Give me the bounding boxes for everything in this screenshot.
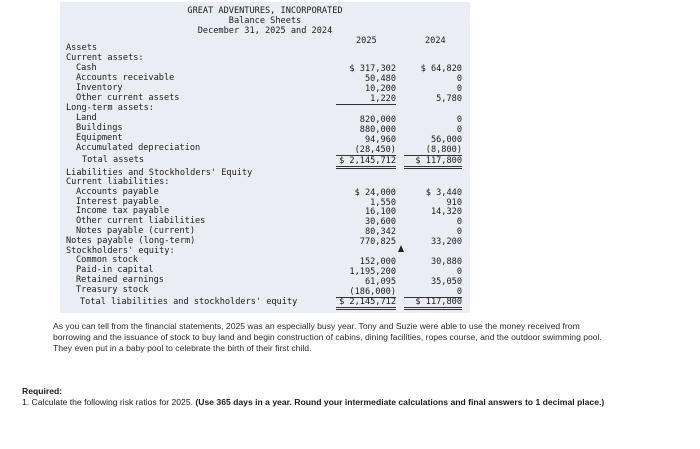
required-item xyxy=(22,397,672,408)
row-label: Interest payable xyxy=(76,197,159,207)
value-2024: 0 xyxy=(404,287,462,298)
value-2024: 30,880 xyxy=(430,257,462,267)
row-label: Retained earnings xyxy=(76,275,164,285)
row-label: Common stock xyxy=(76,255,139,265)
scenario-paragraph: As you can tell from the financial statements, 2025 was an especially busy year. Tony and Suzie were able to use the money received from borrowing and the issuance of stock to buy land and begin construction of cabins, dining facilities, ropes course, and the outdoor swimming pool. They even put in a baby pool to celebrate the birth of their first child. xyxy=(53,321,602,353)
value-2024: 0 xyxy=(456,125,462,135)
value-2024: 35,050 xyxy=(430,277,462,287)
year-2025-header: 2025 xyxy=(356,36,377,46)
value-2025: 152,000 xyxy=(359,257,396,267)
value-2025: 880,000 xyxy=(359,125,396,135)
row-label: Buildings xyxy=(76,123,123,133)
mouse-cursor-icon xyxy=(398,245,404,252)
value-2024: $ 64,820 xyxy=(420,64,462,74)
value-2025: 1,220 xyxy=(336,94,396,105)
row-label: Equipment xyxy=(76,133,123,143)
value-2025: 770,825 xyxy=(359,237,396,247)
statement-date: December 31, 2025 and 2024 xyxy=(197,26,333,36)
value-2024: $ 3,440 xyxy=(425,188,462,198)
value-2025: 1,195,200 xyxy=(349,267,396,277)
value-2025: $ 317,302 xyxy=(349,64,396,74)
required-item-text: 1. Calculate the following risk ratios for 2025. xyxy=(22,397,196,407)
total-liabilities-equity-label: Total liabilities and stockholders' equity xyxy=(80,297,298,307)
total-assets-2025: $ 2,145,712 xyxy=(336,156,396,169)
required-section xyxy=(22,386,672,408)
value-2025: 30,600 xyxy=(364,217,396,227)
value-2024: 910 xyxy=(446,198,462,208)
row-label: Cash xyxy=(76,63,97,73)
row-label: Other current liabilities xyxy=(76,216,206,226)
value-2024: (8,800) xyxy=(404,145,462,156)
row-label: Accounts payable xyxy=(76,187,159,197)
value-2025: (186,000) xyxy=(336,287,396,298)
value-2024: 0 xyxy=(456,227,462,237)
value-2025: 80,342 xyxy=(364,227,396,237)
row-label: Accumulated depreciation xyxy=(76,143,201,153)
value-2025: 16,100 xyxy=(364,207,396,217)
value-2025: 820,000 xyxy=(359,115,396,125)
row-label: Other current assets xyxy=(76,93,180,103)
statement-title: Balance Sheets xyxy=(228,16,302,26)
row-label: Income tax payable xyxy=(76,206,170,216)
row-label: Current liabilities: xyxy=(66,177,170,187)
total-assets-2024: $ 117,800 xyxy=(404,156,462,169)
value-2024: 0 xyxy=(456,115,462,125)
row-label: Treasury stock xyxy=(76,285,149,295)
required-heading: Required: xyxy=(22,386,63,396)
row-label: Land xyxy=(76,113,97,123)
row-label: Accounts receivable xyxy=(76,73,175,83)
row-label: Notes payable (long-term) xyxy=(66,236,196,246)
value-2025: $ 24,000 xyxy=(354,188,396,198)
value-2024: 0 xyxy=(456,267,462,277)
total-assets-label: Total assets xyxy=(82,155,145,165)
company-name: GREAT ADVENTURES, INCORPORATED xyxy=(187,6,343,16)
required-item-instructions: (Use 365 days in a year. Round your intermediate calculations and final answers to 1 decimal place.) xyxy=(195,397,605,407)
row-label: Liabilities and Stockholders' Equity xyxy=(66,168,253,178)
value-2025: 50,480 xyxy=(364,74,396,84)
value-2025: (28,450) xyxy=(336,145,396,156)
value-2025: 61,095 xyxy=(364,277,396,287)
row-label: Current assets: xyxy=(66,53,144,63)
row-label: Assets xyxy=(66,43,98,53)
value-2025: 1,550 xyxy=(370,198,396,208)
year-2024-header: 2024 xyxy=(425,36,446,46)
value-2024: 5,780 xyxy=(436,94,462,104)
total-liabilities-equity-2025: $ 2,145,712 xyxy=(336,297,396,310)
value-2024: 14,320 xyxy=(430,207,462,217)
row-label: Inventory xyxy=(76,83,123,93)
value-2024: 56,000 xyxy=(430,135,462,145)
value-2024: 0 xyxy=(456,74,462,84)
row-label: Notes payable (current) xyxy=(76,226,195,236)
row-label: Stockholders' equity: xyxy=(66,246,175,256)
value-2024: 0 xyxy=(456,217,462,227)
value-2025: 10,200 xyxy=(364,84,396,94)
row-label: Paid-in capital xyxy=(76,265,154,275)
value-2024: 33,200 xyxy=(430,237,462,247)
value-2025: 94,960 xyxy=(364,135,396,145)
total-liabilities-equity-2024: $ 117,800 xyxy=(404,297,462,310)
row-label: Long-term assets: xyxy=(66,103,154,113)
value-2024: 0 xyxy=(456,84,462,94)
